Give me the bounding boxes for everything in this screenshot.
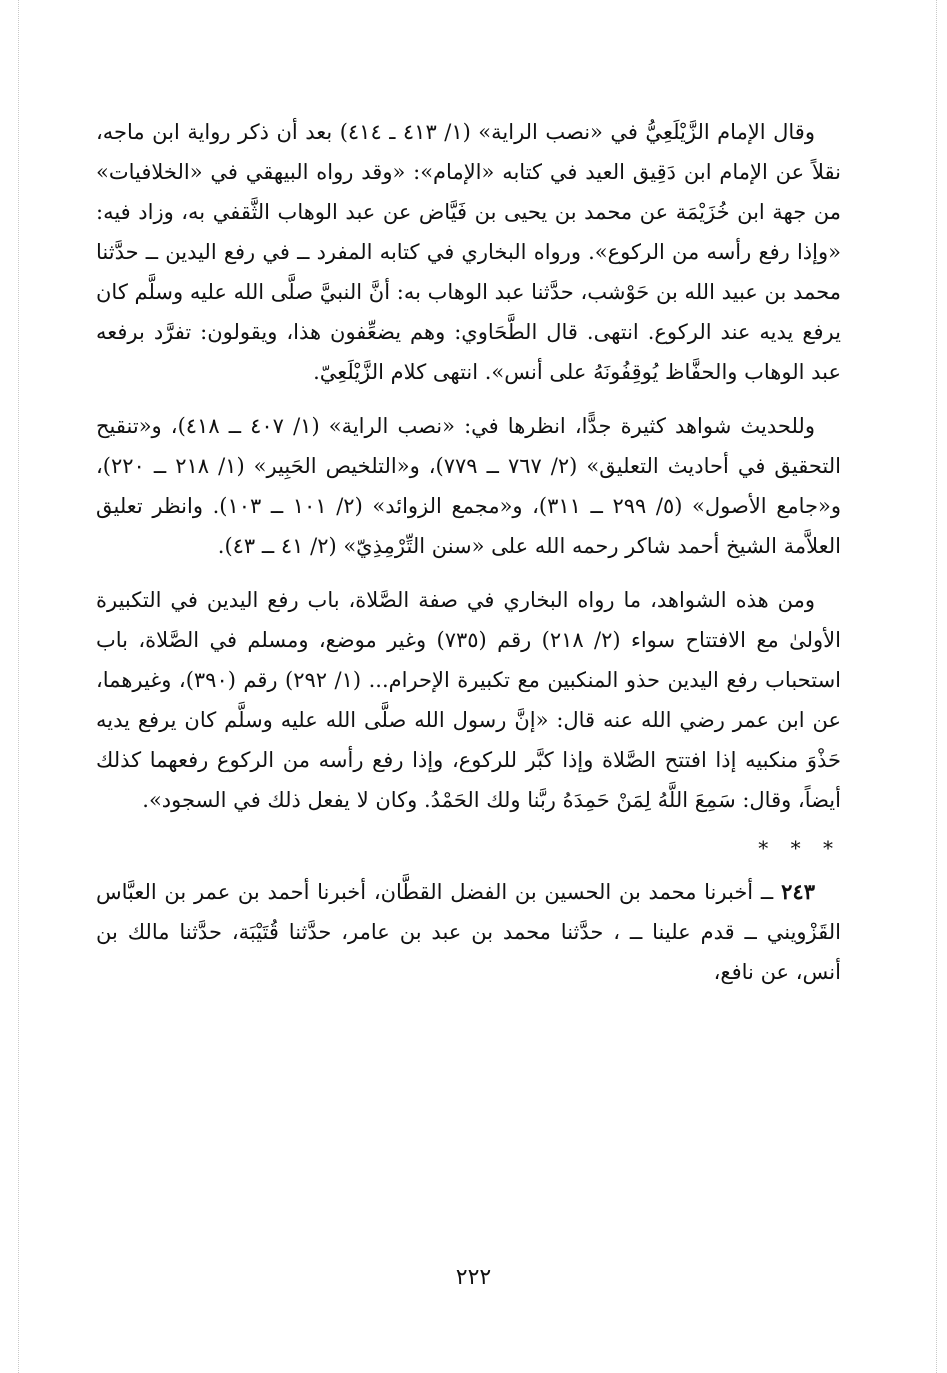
hadith-number: ٢٤٣	[781, 879, 815, 904]
margin-guide-left	[18, 0, 19, 1373]
hadith-entry	[96, 872, 841, 992]
margin-guide-right	[936, 0, 937, 1373]
hadith-text: ــ أخبرنا محمد بن الحسين بن الفضل القطَّان، أخبرنا أحمد بن عمر بن العبَّاس القَزْويني ــ قدم علينا ــ ، حدَّثنا محمد بن عبد بن عامر، حدَّثنا قُتَيْبَة، حدَّثنا مالك بن أنس، عن نافع،	[96, 880, 841, 984]
paragraph-shawahid-references: وللحديث شواهد كثيرة جدًّا، انظرها في: «نصب الراية» (١/ ٤٠٧ ــ ٤١٨)، و«تنقيح التحقيق في أحاديث التعليق» (٢/ ٧٦٧ ــ ٧٧٩)، و«التلخيص الحَبِير» (١/ ٢١٨ ــ ٢٢٠)، و«جامع الأصول» (٥/ ٢٩٩ ــ ٣١١)، و«مجمع الزوائد» (٢/ ١٠١ ــ ١٠٣). وانظر تعليق العلاَّمة الشيخ أحمد شاكر رحمه الله على «سنن التِّرْمِذِيّ» (٢/ ٤١ ــ ٤٣).	[96, 414, 842, 558]
section-separator: * * *	[758, 836, 841, 860]
paragraph-bukhari-muslim: ومن هذه الشواهد، ما رواه البخاري في صفة الصَّلاة، باب رفع اليدين في التكبيرة الأولىٰ مع الافتتاح سواء (٢/ ٢١٨) رقم (٧٣٥) وغير موضع، ومسلم في الصَّلاة، باب استحباب رفع اليدين حذو المنكبين مع تكبيرة الإحرام... (١/ ٢٩٢) رقم (٣٩٠)، وغيرهما، عن ابن عمر رضي الله عنه قال: «إنَّ رسول الله صلَّى الله عليه وسلَّم كان يرفع يديه حَذْوَ منكبيه إذا افتتح الصَّلاة وإذا كبَّر للركوع، وإذا رفع رأسه من الركوع رفعهما كذلك أيضاً، وقال: سَمِعَ اللَّهُ لِمَنْ حَمِدَهُ ربَّنا ولك الحَمْدُ. وكان لا يفعل ذلك في السجود».	[96, 588, 841, 812]
main-text	[96, 112, 841, 1006]
page-number: ٢٢٢	[455, 1265, 492, 1290]
paragraph-zaylai-quote: وقال الإمام الزَّيْلَعِيُّ في «نصب الراية» (١/ ٤١٣ ـ ٤١٤) بعد أن ذكر رواية ابن ماجه، نقلاً عن الإمام ابن دَقِيق العيد في كتابه «الإمام»: «وقد رواه البيهقي في «الخلافيات» من جهة ابن خُزَيْمَة عن محمد بن يحيى بن فَيَّاض عن عبد الوهاب الثَّقفي به، وزاد فيه: «وإذا رفع رأسه من الركوع». ورواه البخاري في كتابه المفرد ــ في رفع اليدين ــ حدَّثنا محمد بن عبيد الله بن حَوْشب، حدَّثنا عبد الوهاب به: أنَّ النبيَّ صلَّى الله عليه وسلَّم كان يرفع يديه عند الركوع. انتهى. قال الطَّحَاوي: وهم يضعِّفون هذا، ويقولون: تفرَّد برفعه عبد الوهاب والحفَّاظ يُوقِفُونَهُ على أنس». انتهى كلام الزَّيْلَعِيّ.	[96, 120, 841, 384]
